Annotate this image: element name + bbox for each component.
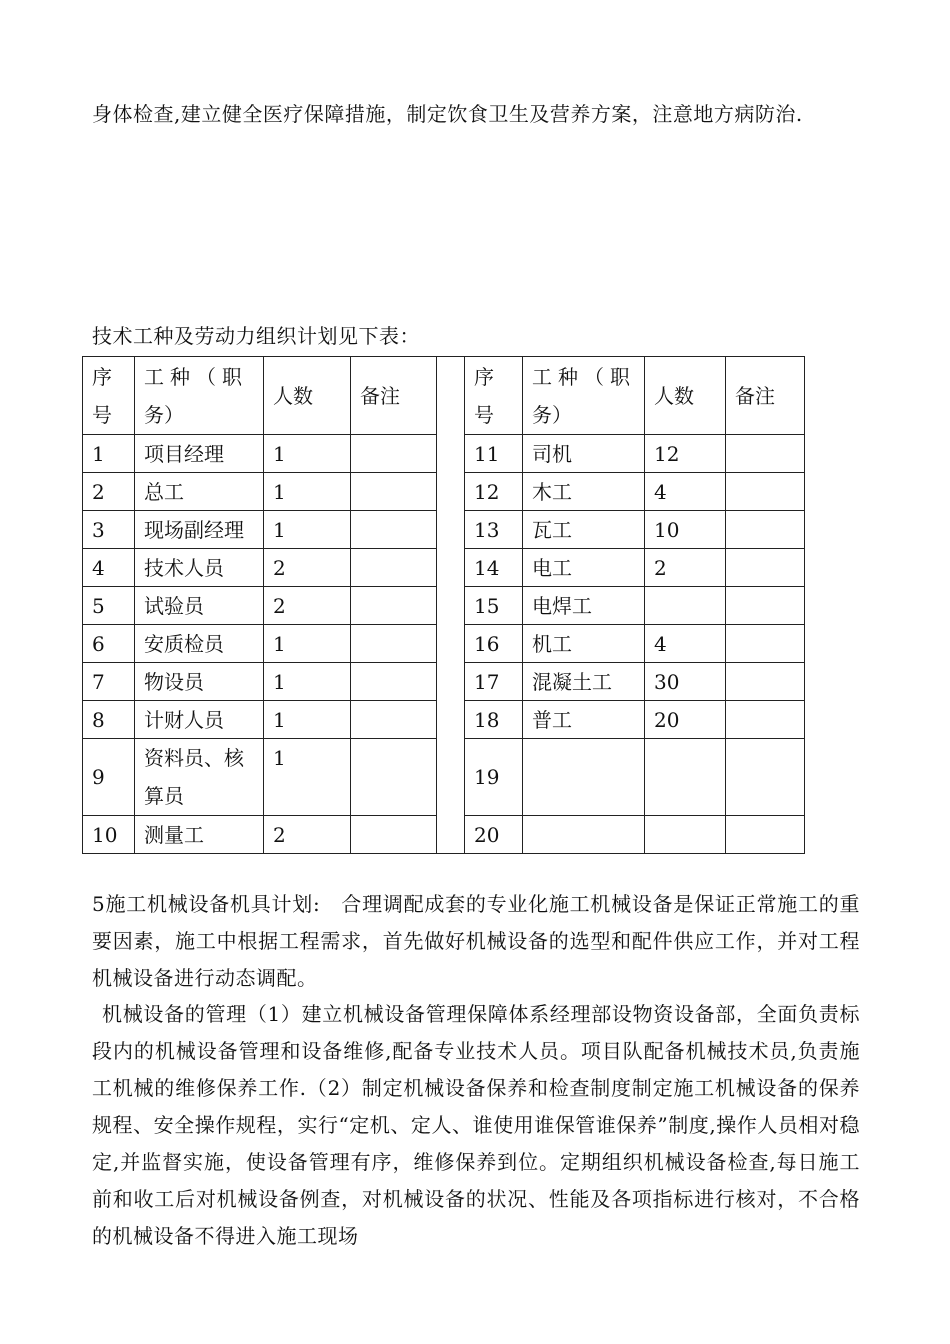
cell-count: 2 [264, 587, 351, 625]
cell-trade: 现场副经理 [135, 511, 264, 549]
cell-remark [726, 625, 805, 663]
paragraph-machinery-plan: 5施工机械设备机具计划: 合理调配成套的专业化施工机械设备是保证正常施工的重要因素，施工中根据工程需求，首先做好机械设备的选型和配件供应工作，并对工程机械设备进行动态调配。 [92, 892, 860, 990]
cell-trade: 普工 [523, 701, 645, 739]
cell-count: 1 [264, 701, 351, 739]
cell-seq: 7 [83, 663, 135, 701]
cell-seq: 5 [83, 587, 135, 625]
cell-seq: 4 [83, 549, 135, 587]
cell-count: 10 [645, 511, 726, 549]
cell-count: 1 [264, 739, 351, 816]
paragraph-health: 身体检查,建立健全医疗保障措施，制定饮食卫生及营养方案，注意地方病防治. [92, 102, 803, 126]
cell-trade [523, 739, 645, 816]
cell-remark [351, 701, 437, 739]
cell-count: 4 [645, 625, 726, 663]
header-trade-right: 工种（职 务） [523, 357, 645, 435]
cell-trade: 电工 [523, 549, 645, 587]
cell-trade: 机工 [523, 625, 645, 663]
cell-seq: 11 [465, 435, 523, 473]
table-column-gap [437, 357, 465, 854]
cell-trade: 电焊工 [523, 587, 645, 625]
cell-trade: 物设员 [135, 663, 264, 701]
cell-count: 1 [264, 625, 351, 663]
cell-trade: 安质检员 [135, 625, 264, 663]
cell-trade: 司机 [523, 435, 645, 473]
labor-plan-table [82, 356, 805, 854]
cell-trade: 木工 [523, 473, 645, 511]
cell-remark [726, 435, 805, 473]
cell-count: 2 [264, 816, 351, 854]
cell-seq: 17 [465, 663, 523, 701]
cell-seq: 13 [465, 511, 523, 549]
cell-count [645, 587, 726, 625]
cell-remark [351, 511, 437, 549]
header-remark-left: 备注 [351, 357, 437, 435]
cell-remark [351, 739, 437, 816]
cell-count: 1 [264, 435, 351, 473]
cell-count: 1 [264, 663, 351, 701]
cell-remark [726, 739, 805, 816]
cell-seq: 10 [83, 816, 135, 854]
cell-remark [726, 701, 805, 739]
cell-remark [726, 587, 805, 625]
header-trade-left: 工种（职 务） [135, 357, 264, 435]
cell-trade [523, 816, 645, 854]
cell-remark [726, 816, 805, 854]
cell-seq: 9 [83, 739, 135, 816]
cell-count: 4 [645, 473, 726, 511]
cell-seq: 14 [465, 549, 523, 587]
cell-remark [351, 663, 437, 701]
cell-trade: 项目经理 [135, 435, 264, 473]
cell-trade: 总工 [135, 473, 264, 511]
cell-remark [726, 549, 805, 587]
paragraph-machinery-management: 机械设备的管理（1）建立机械设备管理保障体系经理部设物资设备部，全面负责标段内的机械设备管理和设备维修,配备专业技术人员。项目队配备机械技术员,负责施工机械的维修保养工作.（2）制定机械设备保养和检查制度制定施工机械设备的保养规程、安全操作规程，实行“定机、定人、谁使用谁保管谁保养”制度,操作人员相对稳定,并监督实施，使设备管理有序，维修保养到位。定期组织机械设备检查,每日施工前和收工后对机械设备例查，对机械设备的状况、性能及各项指标进行核对，不合格的机械设备不得进入施工现场 [92, 1002, 860, 1248]
cell-trade: 计财人员 [135, 701, 264, 739]
cell-count: 20 [645, 701, 726, 739]
cell-seq: 3 [83, 511, 135, 549]
cell-seq: 8 [83, 701, 135, 739]
table-caption: 技术工种及劳动力组织计划见下表： [92, 324, 420, 348]
header-seq-right: 序 号 [465, 357, 523, 435]
cell-count: 1 [264, 473, 351, 511]
cell-count: 1 [264, 511, 351, 549]
cell-remark [351, 587, 437, 625]
cell-seq: 18 [465, 701, 523, 739]
table-header-row [83, 357, 805, 435]
cell-count: 12 [645, 435, 726, 473]
cell-seq: 16 [465, 625, 523, 663]
cell-remark [726, 473, 805, 511]
cell-remark [726, 663, 805, 701]
cell-seq: 12 [465, 473, 523, 511]
cell-remark [351, 473, 437, 511]
cell-trade: 技术人员 [135, 549, 264, 587]
cell-count: 2 [645, 549, 726, 587]
cell-seq: 15 [465, 587, 523, 625]
cell-remark [351, 435, 437, 473]
cell-remark [351, 549, 437, 587]
cell-seq: 6 [83, 625, 135, 663]
cell-remark [351, 625, 437, 663]
header-count-left: 人数 [264, 357, 351, 435]
cell-seq: 19 [465, 739, 523, 816]
cell-trade: 测量工 [135, 816, 264, 854]
header-remark-right: 备注 [726, 357, 805, 435]
cell-trade: 资料员、核 算员 [135, 739, 264, 816]
cell-remark [726, 511, 805, 549]
cell-trade: 瓦工 [523, 511, 645, 549]
cell-count [645, 816, 726, 854]
cell-count: 30 [645, 663, 726, 701]
cell-count [645, 739, 726, 816]
cell-count: 2 [264, 549, 351, 587]
cell-seq: 2 [83, 473, 135, 511]
cell-seq: 1 [83, 435, 135, 473]
header-seq-left: 序 号 [83, 357, 135, 435]
header-count-right: 人数 [645, 357, 726, 435]
cell-trade: 试验员 [135, 587, 264, 625]
cell-remark [351, 816, 437, 854]
cell-trade: 混凝土工 [523, 663, 645, 701]
cell-seq: 20 [465, 816, 523, 854]
